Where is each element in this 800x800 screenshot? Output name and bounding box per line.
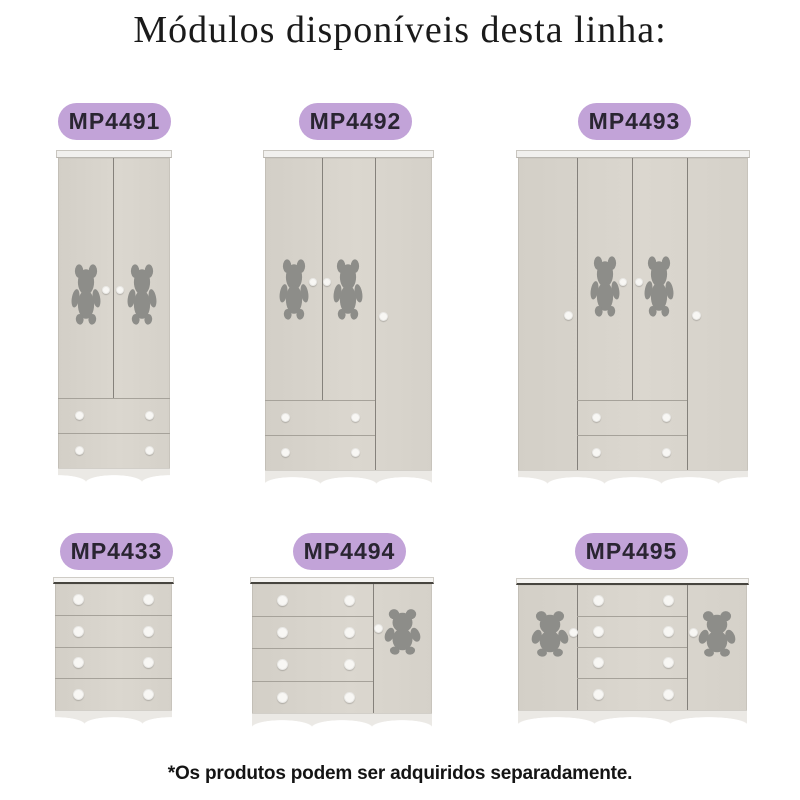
door-knob: [692, 311, 701, 320]
drawer-knob: [73, 594, 84, 605]
drawer-knob: [663, 626, 674, 637]
drawer-divider-line: [577, 616, 687, 617]
drawer-knob: [277, 659, 288, 670]
product-badge-mp4494: MP4494: [293, 533, 406, 570]
dresser-body: [518, 585, 747, 710]
wardrobe-4-door-mp4493: [518, 150, 748, 485]
scalloped-base: [265, 470, 432, 485]
drawer-divider-line: [55, 615, 172, 616]
door-gap-line: [687, 158, 688, 470]
door-gap-line: [577, 158, 578, 470]
drawer-knob: [277, 627, 288, 638]
product-badge-mp4491: MP4491: [58, 103, 171, 140]
product-badge-mp4433: MP4433: [60, 533, 173, 570]
door-knob: [374, 624, 383, 633]
wardrobe-body: [58, 158, 170, 468]
drawer-divider-line: [577, 647, 687, 648]
chest-4-drawer-mp4433: [55, 577, 172, 725]
drawer-knob: [73, 657, 84, 668]
product-badge-mp4492: MP4492: [299, 103, 412, 140]
teddy-bear-cutout-icon: [384, 608, 421, 655]
door-knob: [116, 286, 124, 294]
product-badge-mp4493: MP4493: [578, 103, 691, 140]
teddy-bear-cutout-icon: [698, 610, 736, 657]
door-gap-line: [632, 158, 633, 400]
drawer-knob: [593, 689, 604, 700]
teddy-bear-cutout-icon: [644, 255, 674, 317]
dresser-top-panel: [516, 578, 749, 585]
drawer-divider-line: [577, 435, 687, 436]
door-knob: [564, 311, 573, 320]
door-knob: [102, 286, 110, 294]
page-title: Módulos disponíveis desta linha:: [133, 9, 667, 51]
wardrobe-top-panel: [56, 150, 172, 158]
chest-top-panel: [53, 577, 174, 584]
door-knob: [619, 278, 627, 286]
teddy-bear-cutout-icon: [531, 610, 569, 657]
dresser-mp4495: [518, 578, 747, 725]
scalloped-base: [518, 470, 748, 485]
drawer-knob: [593, 626, 604, 637]
drawer-knob: [75, 411, 84, 420]
teddy-bear-cutout-icon: [333, 258, 363, 320]
scalloped-base: [58, 468, 170, 483]
drawer-divider-line: [252, 681, 373, 682]
drawer-knob: [344, 659, 355, 670]
teddy-bear-cutout-icon: [279, 258, 309, 320]
drawer-divider-line: [55, 647, 172, 648]
drawer-knob: [145, 411, 154, 420]
wardrobe-body: [265, 158, 432, 470]
wardrobe-top-panel: [263, 150, 434, 158]
drawer-knob: [277, 692, 288, 703]
door-knob: [309, 278, 317, 286]
wardrobe-2-door-mp4491: [58, 150, 170, 483]
drawer-divider-line: [55, 678, 172, 679]
door-gap-line: [687, 585, 688, 710]
drawer-knob: [593, 595, 604, 606]
door-knob: [689, 628, 698, 637]
teddy-bear-cutout-icon: [127, 263, 157, 325]
door-knob: [323, 278, 331, 286]
scalloped-base: [518, 710, 747, 725]
door-bottom-line: [58, 398, 170, 399]
door-gap-line: [113, 158, 114, 398]
wardrobe-body: [518, 158, 748, 470]
dresser-mp4494: [252, 577, 432, 728]
drawer-knob: [344, 692, 355, 703]
scalloped-base: [55, 710, 172, 725]
door-gap-line: [375, 158, 376, 470]
drawer-knob: [592, 448, 601, 457]
footnote-text: *Os produtos podem ser adquiridos separadamente.: [167, 763, 633, 784]
drawer-knob: [662, 448, 671, 457]
dresser-body: [252, 584, 432, 713]
product-badge-mp4495: MP4495: [575, 533, 688, 570]
wardrobe-3-door-mp4492: [265, 150, 432, 485]
drawer-knob: [281, 448, 290, 457]
door-gap-line: [373, 584, 374, 713]
door-knob: [635, 278, 643, 286]
drawer-divider-line: [265, 435, 375, 436]
teddy-bear-cutout-icon: [71, 263, 101, 325]
drawer-knob: [351, 448, 360, 457]
drawer-knob: [145, 446, 154, 455]
drawer-knob: [73, 689, 84, 700]
drawer-knob: [351, 413, 360, 422]
wardrobe-top-panel: [516, 150, 750, 158]
drawer-knob: [143, 657, 154, 668]
drawer-knob: [143, 594, 154, 605]
dresser-top-panel: [250, 577, 434, 584]
drawer-knob: [281, 413, 290, 422]
drawer-divider-line: [252, 648, 373, 649]
drawer-knob: [277, 595, 288, 606]
chest-body: [55, 584, 172, 710]
door-knob: [379, 312, 388, 321]
door-knob: [569, 628, 578, 637]
scalloped-base: [252, 713, 432, 728]
drawer-divider-line: [58, 433, 170, 434]
drawer-knob: [663, 595, 674, 606]
drawer-knob: [592, 413, 601, 422]
drawer-knob: [143, 626, 154, 637]
drawer-divider-line: [577, 678, 687, 679]
drawer-knob: [344, 595, 355, 606]
door-bottom-line: [265, 400, 375, 401]
door-bottom-line: [577, 400, 687, 401]
drawer-knob: [663, 657, 674, 668]
drawer-knob: [344, 627, 355, 638]
drawer-knob: [75, 446, 84, 455]
drawer-knob: [662, 413, 671, 422]
drawer-divider-line: [252, 616, 373, 617]
teddy-bear-cutout-icon: [590, 255, 620, 317]
drawer-knob: [73, 626, 84, 637]
drawer-knob: [663, 689, 674, 700]
drawer-knob: [143, 689, 154, 700]
drawer-knob: [593, 657, 604, 668]
